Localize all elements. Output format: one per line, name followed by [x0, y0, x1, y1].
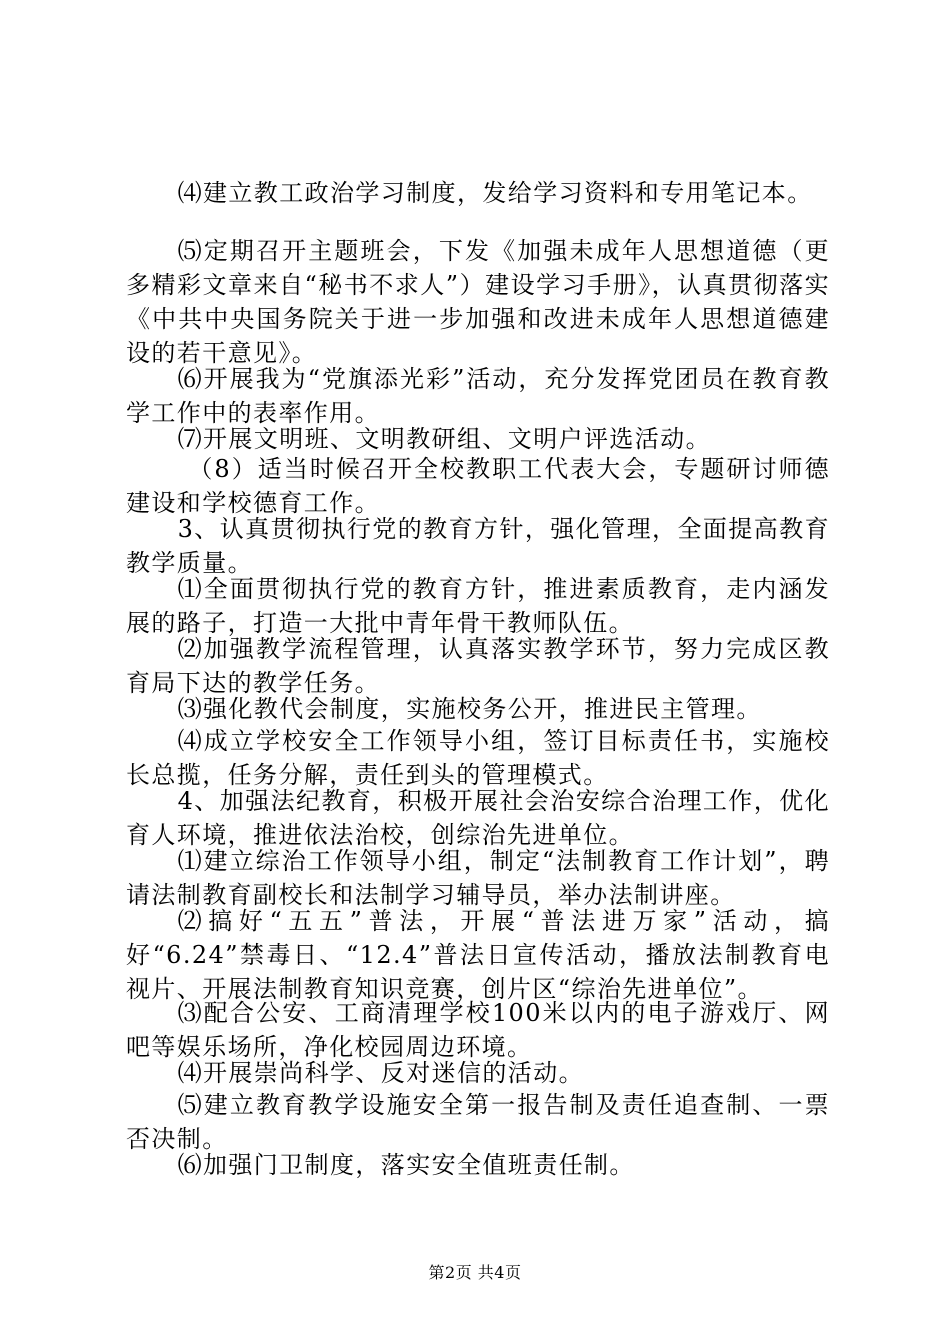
- paragraph-6: 3、认真贯彻执行党的教育方针，强化管理，全面提高教育教学质量。: [126, 515, 830, 577]
- paragraph-7: ⑴全面贯彻执行党的教育方针，推进素质教育，走内涵发展的路子，打造一大批中青年骨干教师队伍。: [126, 575, 830, 637]
- paragraph-9: ⑶强化教代会制度，实施校务公开，推进民主管理。: [177, 695, 762, 723]
- paragraph-4: ⑺开展文明班、文明教研组、文明户评选活动。: [177, 425, 711, 453]
- paragraph-15: ⑷开展崇尚科学、反对迷信的活动。: [177, 1059, 584, 1087]
- paragraph-3: ⑹开展我为“党旗添光彩”活动，充分发挥党团员在教育教学工作中的表率作用。: [126, 365, 830, 427]
- paragraph-14: ⑶配合公安、工商清理学校100米以内的电子游戏厅、网吧等娱乐场所，净化校园周边环境。: [126, 999, 830, 1061]
- paragraph-2: ⑸定期召开主题班会，下发《加强未成年人思想道德（更多精彩文章来自“秘书不求人”）建设学习手册》，认真贯彻落实《中共中央国务院关于进一步加强和改进未成年人思想道德建设的若干意见》。: [126, 237, 830, 367]
- page-number-footer: 第2页 共4页: [428, 1263, 522, 1282]
- paragraph-8: ⑵加强教学流程管理，认真落实教学环节，努力完成区教育局下达的教学任务。: [126, 635, 830, 697]
- paragraph-17: ⑹加强门卫制度，落实安全值班责任制。: [177, 1151, 635, 1179]
- paragraph-12: ⑴建立综治工作领导小组，制定“法制教育工作计划”，聘请法制教育副校长和法制学习辅导员，举办法制讲座。: [126, 847, 830, 909]
- paragraph-10: ⑷成立学校安全工作领导小组，签订目标责任书，实施校长总揽，任务分解，责任到头的管理模式。: [126, 727, 830, 789]
- paragraph-16: ⑸建立教育教学设施安全第一报告制及责任追查制、一票否决制。: [126, 1091, 830, 1153]
- paragraph-5: （8）适当时候召开全校教职工代表大会，专题研讨师德建设和学校德育工作。: [126, 455, 830, 517]
- paragraph-13: ⑵搞好“五五”普法，开展“普法进万家”活动，搞好“6.24”禁毒日、“12.4”普法日宣传活动，播放法制教育电视片、开展法制教育知识竞赛，创片区“综治先进单位”。: [126, 907, 830, 1003]
- paragraph-1: ⑷建立教工政治学习制度，发给学习资料和专用笔记本。: [177, 179, 813, 207]
- paragraph-11: 4、加强法纪教育，积极开展社会治安综合治理工作，优化育人环境，推进依法治校，创综治先进单位。: [126, 787, 830, 849]
